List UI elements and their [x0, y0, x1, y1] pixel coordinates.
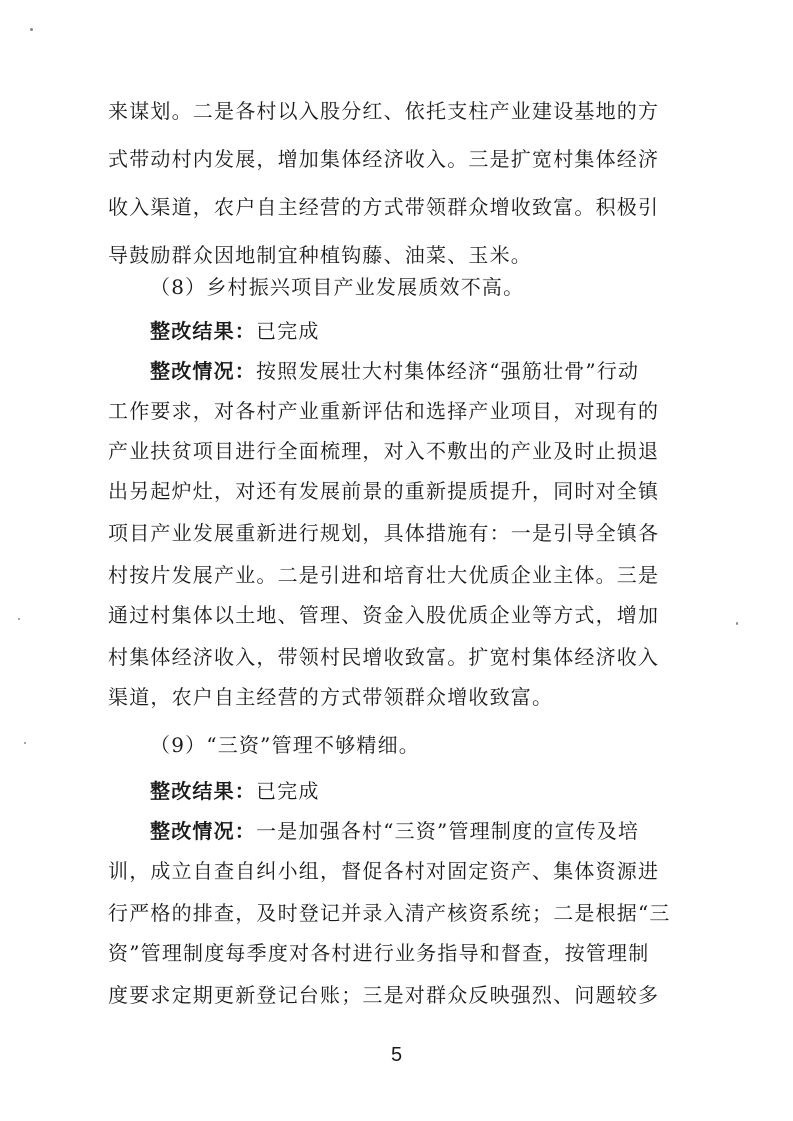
paragraph-line: 收入渠道，农户自主经营的方式带领群众增收致富。积极引 — [108, 195, 660, 219]
paragraph-line: 行严格的排查，及时登记并录入清产核资系统；二是根据“三 — [108, 901, 671, 925]
paragraph-line: 导鼓励群众因地制宜种植钩藤、油菜、玉米。 — [108, 243, 532, 267]
item-8-result — [150, 316, 688, 346]
situation-label: 整改情况： — [150, 819, 256, 843]
item-9-result — [150, 776, 688, 806]
situation-text: 按照发展壮大村集体经济“强筋壮骨”行动 — [256, 359, 640, 383]
paragraph-line: 村集体经济收入，带领村民增收致富。扩宽村集体经济收入 — [108, 645, 660, 669]
situation-text: 一是加强各村“三资”管理制度的宣传及培 — [256, 819, 640, 843]
paragraph-line: 度要求定期更新登记台账；三是对群众反映强烈、问题较多 — [108, 983, 660, 1007]
paragraph-line: 村按片发展产业。二是引进和培育壮大优质企业主体。三是 — [108, 563, 660, 587]
scan-speck — [30, 28, 33, 31]
situation-label: 整改情况： — [150, 359, 256, 383]
scan-speck — [24, 742, 26, 744]
scan-speck — [736, 622, 738, 625]
item-9-heading: （9）“三资”管理不够精细。 — [150, 733, 420, 757]
item-8-heading: （8）乡村振兴项目产业发展质效不高。 — [150, 275, 525, 299]
paragraph-line: 出另起炉灶，对还有发展前景的重新提质提升，同时对全镇 — [108, 479, 660, 503]
paragraph-line: 资”管理制度每季度对各村进行业务指导和督查，按管理制 — [108, 941, 650, 965]
paragraph-line: 渠道，农户自主经营的方式带领群众增收致富。 — [108, 685, 554, 709]
paragraph-line: 项目产业发展重新进行规划，具体措施有：一是引导全镇各 — [108, 521, 660, 545]
result-value: 已完成 — [256, 319, 320, 343]
item-9-situation-first-line — [150, 816, 688, 846]
paragraph-line: 训，成立自查自纠小组，督促各村对固定资产、集体资源进 — [108, 859, 660, 883]
item-8-situation-first-line — [150, 356, 688, 386]
paragraph-line: 来谋划。二是各村以入股分红、依托支柱产业建设基地的方 — [108, 99, 660, 123]
page-number: 5 — [390, 1044, 403, 1066]
paragraph-line: 工作要求，对各村产业重新评估和选择产业项目，对现有的 — [108, 399, 660, 423]
result-value: 已完成 — [256, 779, 320, 803]
paragraph-line: 式带动村内发展，增加集体经济收入。三是扩宽村集体经济 — [108, 147, 660, 171]
paragraph-line: 通过村集体以土地、管理、资金入股优质企业等方式，增加 — [108, 603, 660, 627]
result-label: 整改结果： — [150, 319, 256, 343]
paragraph-line: 产业扶贫项目进行全面梳理，对入不敷出的产业及时止损退 — [108, 439, 660, 463]
result-label: 整改结果： — [150, 779, 256, 803]
scan-speck — [18, 618, 20, 620]
